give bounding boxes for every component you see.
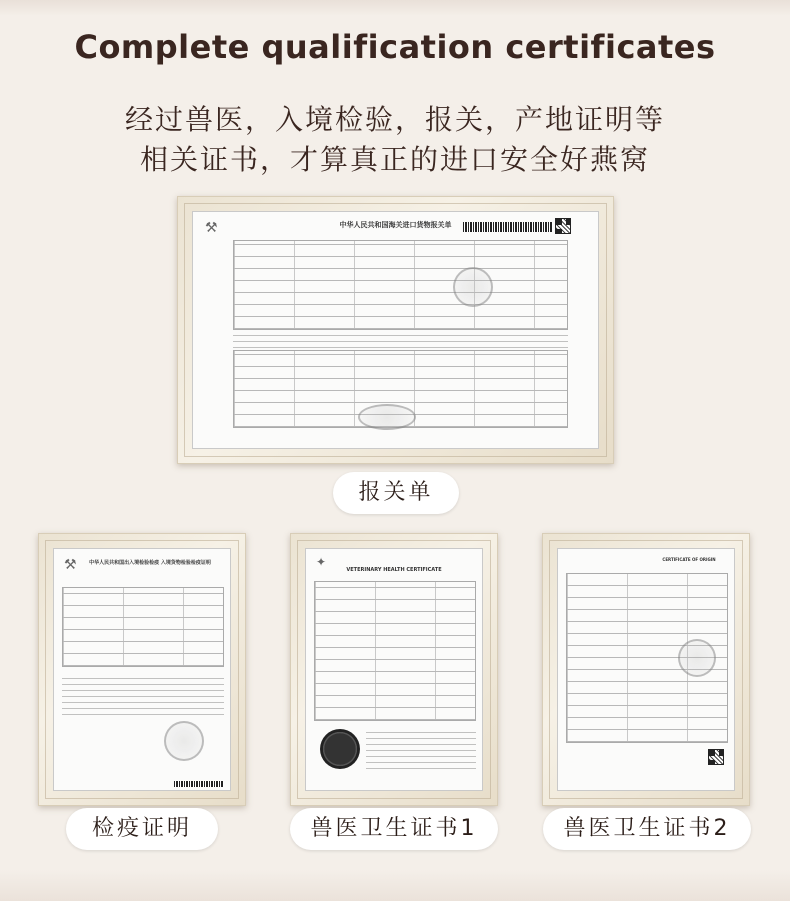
veterinary-certificate-1-document (305, 548, 483, 791)
veterinary-certificate-2-label: 兽医卫生证书2 (543, 808, 751, 850)
customs-doc-heading: 中华人民共和国海关进口货物报关单 (339, 221, 452, 229)
quarantine-stamp (164, 721, 204, 761)
veterinary-certificate-2-document (557, 548, 735, 791)
customs-declaration-document (192, 211, 599, 449)
quarantine-certificate-document (53, 548, 231, 791)
veterinary-certificate-2-frame (542, 533, 750, 806)
quarantine-certificate-frame (38, 533, 246, 806)
quarantine-certificate-label: 检疫证明 (66, 808, 218, 850)
veterinary-certificate-1-frame (290, 533, 498, 806)
red-seal-icon (320, 729, 360, 769)
vet-cert-1-heading: VETERINARY HEALTH CERTIFICATE (346, 567, 442, 573)
subtitle-line-2: 相关证书，才算真正的进口安全好燕窝 (139, 143, 650, 176)
customs-stamp (358, 404, 416, 430)
quarantine-form-grid (62, 587, 224, 667)
vet-cert-2-stamp (678, 639, 716, 677)
declaration-form-grid (233, 240, 568, 330)
quarantine-text (62, 675, 224, 715)
bottom-band (0, 870, 790, 901)
page-title: Complete qualification certificates (74, 28, 716, 66)
top-band (0, 0, 790, 16)
qr-code-icon (555, 218, 571, 234)
vet-cert-2-heading: CERTIFICATE OF ORIGIN (662, 557, 716, 562)
vet-cert-1-signature-area (366, 729, 476, 769)
quarantine-doc-heading: 中华人民共和国出入境检验检疫 入境货物检验检疫证明 (89, 560, 211, 566)
vet-cert-2-qr-icon (708, 749, 724, 765)
customs-emblem-icon: ⚒ (205, 220, 218, 236)
watermark-stamp (453, 267, 493, 307)
malaysia-crest-icon: ✦ (316, 555, 327, 569)
customs-declaration-frame (177, 196, 614, 464)
barcode-icon (463, 222, 553, 232)
customs-declaration-label: 报关单 (333, 472, 459, 514)
veterinary-certificate-1-label: 兽医卫生证书1 (290, 808, 498, 850)
subtitle-line-1: 经过兽医，入境检验，报关，产地证明等 (124, 103, 665, 136)
declaration-notes (233, 334, 568, 348)
quarantine-barcode-icon (174, 781, 224, 787)
inspection-emblem-icon: ⚒ (64, 557, 77, 573)
vet-cert-1-form-grid (314, 581, 476, 721)
